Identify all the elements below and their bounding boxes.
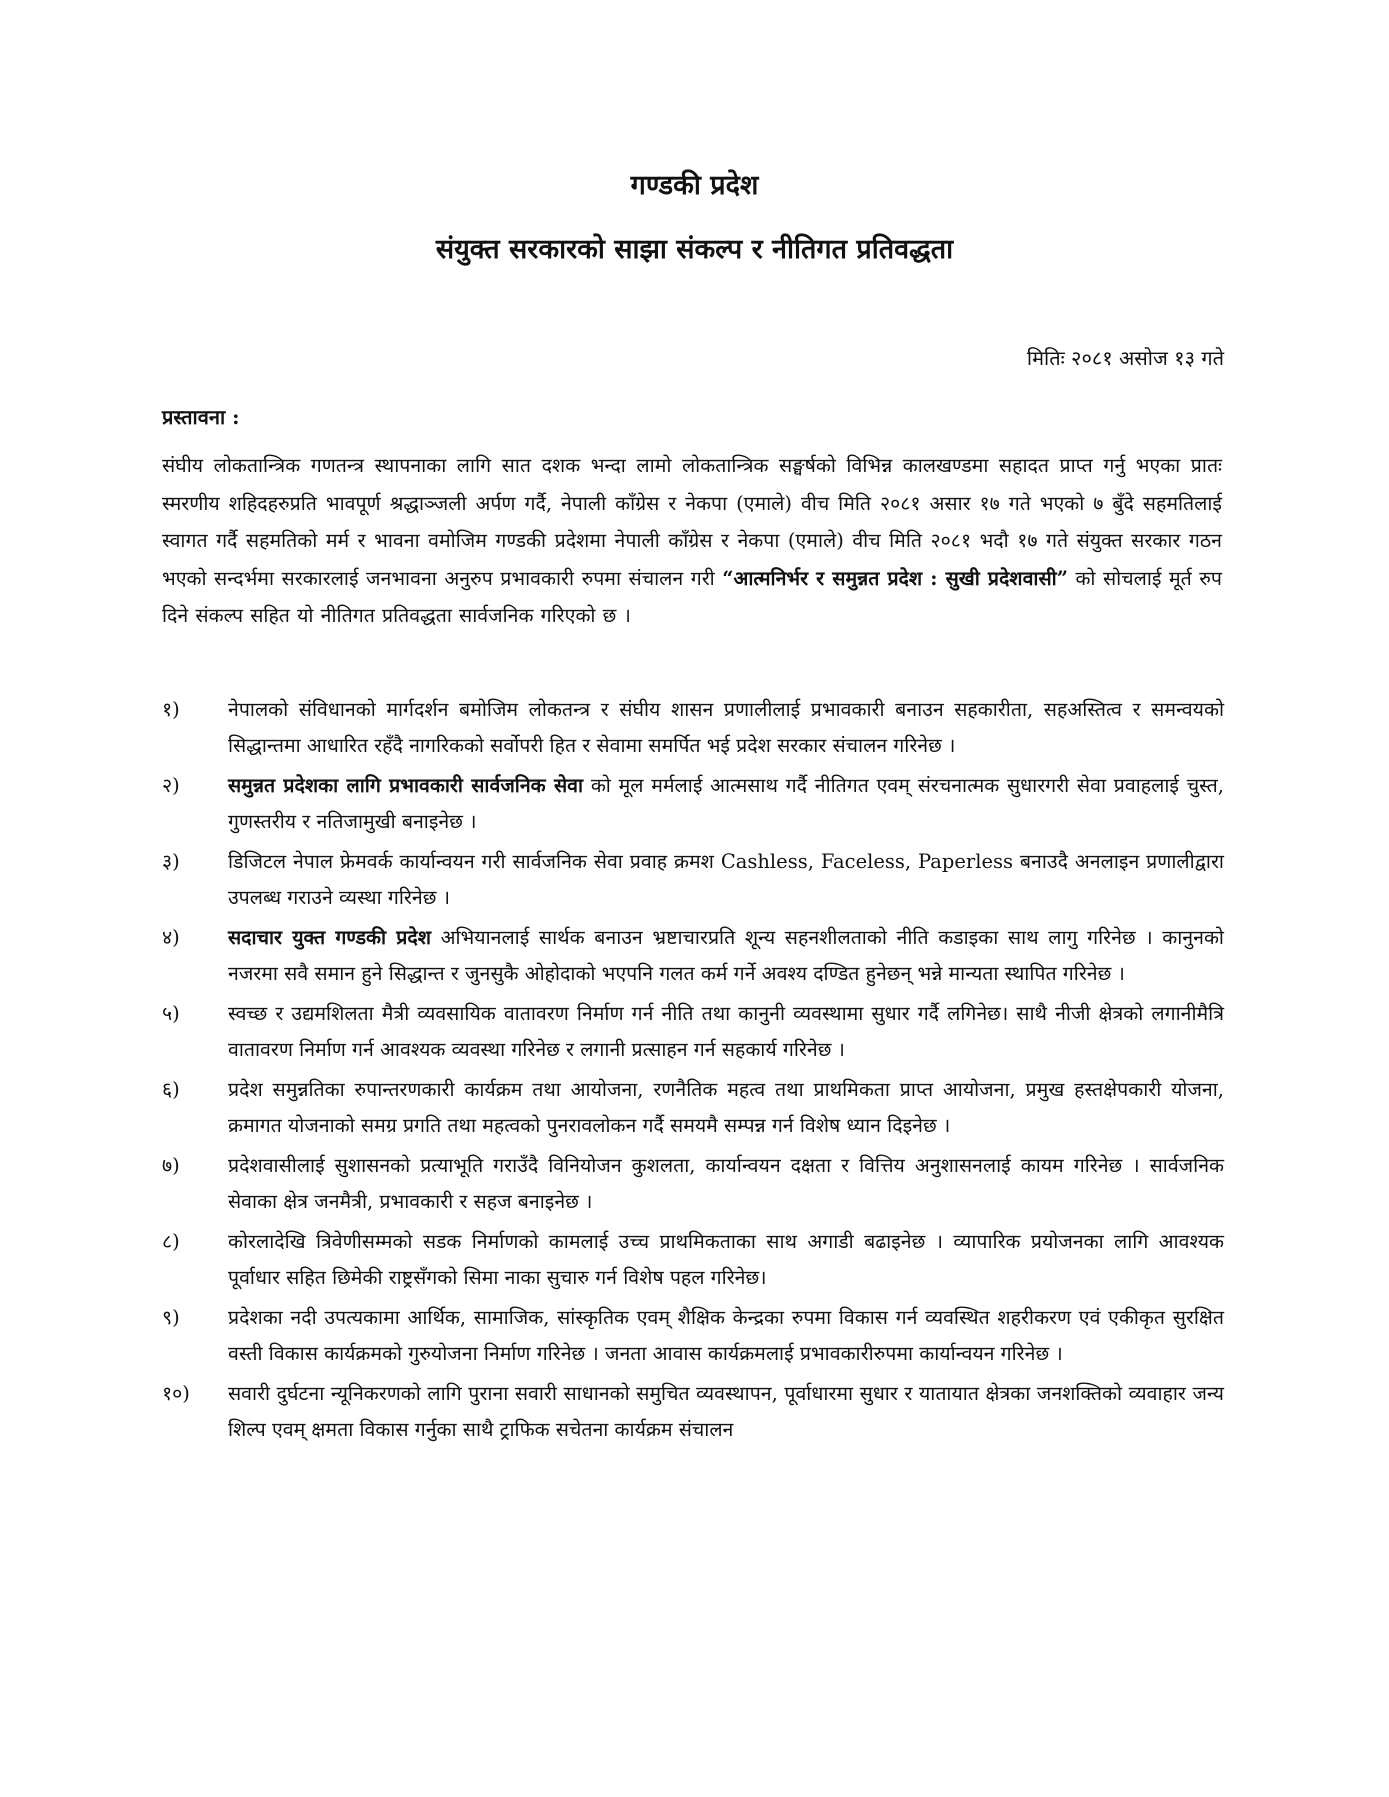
list-item [162, 1376, 1224, 1448]
list-item [162, 768, 1224, 840]
preamble-text-start: संघीय लोकतान्त्रिक गणतन्त्र स्थापनाका लागि सात दशक भन्दा लामो लोकतान्त्रिक सङ्घर्षको विभिन्न कालखण्डमा सहादत प्राप्त गर्नु भएका प्रातः स्मरणीय शहिदहरुप्रति भावपूर्ण श्रद्धाञ्जली अर्पण गर्दै, नेपाली काँग्रेस र नेकपा (एमाले) वीच मिति २०८१ असार १७ गते भएको ७ बुँदे सहमतिलाई स्वागत गर्दै सहमतिको मर्म र भावना वमोजिम गण्डकी प्रदेशमा नेपाली काँग्रेस र नेकपा (एमाले) वीच मिति २०८१ भदौ १७ गते संयुक्त सरकार गठन भएको सन्दर्भमा सरकारलाई जनभावना अनुरुप प्रभावकारी रुपमा संचालन गरी [162, 454, 1222, 590]
list-item-text [228, 1376, 1224, 1448]
list-item-text [228, 1072, 1224, 1144]
list-item-text [228, 844, 1224, 916]
list-item-text [228, 996, 1224, 1068]
list-item-bold: सदाचार युक्त गण्डकी प्रदेश [228, 926, 431, 949]
list-item-text [228, 920, 1224, 992]
list-item-body: प्रदेश समुन्नतिका रुपान्तरणकारी कार्यक्रम तथा आयोजना, रणनैतिक महत्व तथा प्राथमिकता प्राप्त आयोजना, प्रमुख हस्तक्षेपकारी योजना, क्रमागत योजनाको समग्र प्रगति तथा महत्वको पुनरावलोकन गर्दै समयमै सम्पन्न गर्न विशेष ध्यान दिइनेछ । [228, 1078, 1224, 1137]
list-item-number: ६) [162, 1078, 180, 1101]
list-item-body: डिजिटल नेपाल फ्रेमवर्क कार्यान्वयन गरी सार्वजनिक सेवा प्रवाह क्रमश Cashless, Faceless, Paperless बनाउदै अनलाइन प्रणालीद्वारा उपलब्ध गराउने व्यस्था गरिनेछ । [228, 850, 1224, 909]
list-item-bold: समुन्नत प्रदेशका लागि प्रभावकारी सार्वजनिक सेवा [228, 774, 584, 797]
preamble-text-end: को सोचलाई मूर्त रुप दिने संकल्प सहित यो नीतिगत प्रतिवद्धता सार्वजनिक गरिएको छ । [162, 566, 1222, 628]
list-item [162, 920, 1224, 992]
list-item [162, 996, 1224, 1068]
list-item-text [228, 768, 1224, 840]
list-item-number: ८) [162, 1230, 180, 1253]
list-item-number: १०) [162, 1382, 190, 1405]
list-item-body: स्वच्छ र उद्यमशिलता मैत्री व्यवसायिक वातावरण निर्माण गर्न नीति तथा कानुनी व्यवस्थामा सुधार गर्दै लगिनेछ। साथै नीजी क्षेत्रको लगानीमैत्रि वातावरण निर्माण गर्न आवश्यक व्यवस्था गरिनेछ र लगानी प्रत्साहन गर्न सहकार्य गरिनेछ । [228, 1002, 1224, 1061]
list-item-number: ३) [162, 850, 180, 873]
list-item-body: नेपालको संविधानको मार्गदर्शन बमोजिम लोकतन्त्र र संघीय शासन प्रणालीलाई प्रभावकारी बनाउन सहकारीता, सहअस्तित्व र समन्वयको सिद्धान्तमा आधारित रहँदै नागरिकको सर्वोपरी हित र सेवामा समर्पित भई प्रदेश सरकार संचालन गरिनेछ । [228, 698, 1224, 757]
list-item-body: कोरलादेखि त्रिवेणीसम्मको सडक निर्माणको कामलाई उच्च प्राथमिकताका साथ अगाडी बढाइनेछ । व्यापारिक प्रयोजनका लागि आवश्यक पूर्वाधार सहित छिमेकी राष्ट्रसँगको सिमा नाका सुचारु गर्न विशेष पहल गरिनेछ। [228, 1230, 1224, 1289]
list-item [162, 844, 1224, 916]
list-item [162, 1300, 1224, 1372]
list-item-text [228, 1148, 1224, 1220]
list-item [162, 1224, 1224, 1296]
list-item-body: प्रदेशवासीलाई सुशासनको प्रत्याभूति गराउँदै विनियोजन कुशलता, कार्यान्वयन दक्षता र वित्तिय अनुशासनलाई कायम गरिनेछ । सार्वजनिक सेवाका क्षेत्र जनमैत्री, प्रभावकारी र सहज बनाइनेछ । [228, 1154, 1224, 1213]
list-item-number: ९) [162, 1306, 180, 1329]
list-item-text [228, 692, 1224, 764]
list-item-body: प्रदेशका नदी उपत्यकामा आर्थिक, सामाजिक, सांस्कृतिक एवम् शैक्षिक केन्द्रका रुपमा विकास गर्न व्यवस्थित शहरीकरण एवं एकीकृत सुरक्षित वस्ती विकास कार्यक्रमको गुरुयोजना निर्माण गरिनेछ । जनता आवास कार्यक्रमलाई प्रभावकारीरुपमा कार्यान्वयन गरिनेछ । [228, 1306, 1224, 1365]
list-item [162, 1072, 1224, 1144]
list-item-text [228, 1300, 1224, 1372]
document-title: गण्डकी प्रदेश [630, 170, 759, 201]
list-item-number: २) [162, 774, 180, 797]
commitment-list [162, 692, 1224, 1452]
list-item [162, 692, 1224, 764]
list-item-number: ७) [162, 1154, 180, 1177]
list-item-number: ४) [162, 926, 180, 949]
document-subtitle: संयुक्त सरकारको साझा संकल्प र नीतिगत प्रतिवद्धता [435, 234, 954, 265]
list-item-number: ५) [162, 1002, 180, 1025]
document-date: मितिः २०८१ असोज १३ गते [1026, 346, 1224, 370]
list-item-body: सवारी दुर्घटना न्यूनिकरणको लागि पुराना सवारी साधानको समुचित व्यवस्थापन, पूर्वाधारमा सुधार र यातायात क्षेत्रका जनशक्तिको व्यवाहार जन्य शिल्प एवम् क्षमता विकास गर्नुका साथै ट्राफिक सचेतना कार्यक्रम संचालन [228, 1382, 1224, 1441]
preamble-paragraph [162, 447, 1222, 635]
list-item [162, 1148, 1224, 1220]
list-item-number: १) [162, 698, 180, 721]
preamble-slogan: “आत्मनिर्भर र समुन्नत प्रदेश : सुखी प्रदेशवासी” [722, 566, 1068, 590]
list-item-body: अभियानलाई सार्थक बनाउन भ्रष्टाचारप्रति शून्य सहनशीलताको नीति कडाइका साथ लागु गरिनेछ । कानुनको नजरमा सवै समान हुने सिद्धान्त र जुनसुकै ओहोदाको भएपनि गलत कर्म गर्ने अवश्य दण्डित हुनेछन् भन्ने मान्यता स्थापित गरिनेछ । [228, 926, 1224, 985]
list-item-body: को मूल मर्मलाई आत्मसाथ गर्दै नीतिगत एवम् संरचनात्मक सुधारगरी सेवा प्रवाहलाई चुस्त, गुणस्तरीय र नतिजामुखी बनाइनेछ । [228, 774, 1224, 833]
list-item-text [228, 1224, 1224, 1296]
preamble-heading: प्रस्तावना : [162, 405, 240, 429]
